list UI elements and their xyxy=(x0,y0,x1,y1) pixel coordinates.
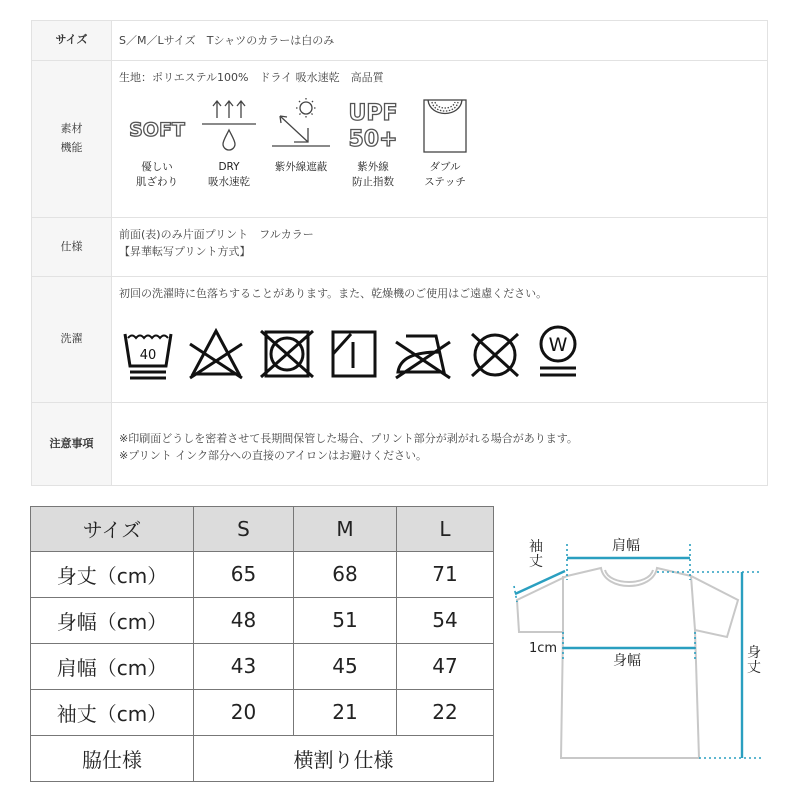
size-table-header xyxy=(31,507,494,552)
wet-clean-gentle-icon xyxy=(536,324,580,380)
feature-caption: 吸水速乾 xyxy=(208,175,250,188)
measure-value: 43 xyxy=(194,643,294,689)
measure-label: 袖丈（cm） xyxy=(31,689,194,735)
table-row xyxy=(31,597,494,643)
spec-row-spec xyxy=(32,218,767,277)
measure-value: 65 xyxy=(194,551,294,597)
spec-value-spec-line1: 前面(表)のみ片面プリント フルカラー xyxy=(119,228,314,241)
side-spec-label: 脇仕様 xyxy=(31,735,194,781)
spec-label-material-line2: 機能 xyxy=(60,141,83,154)
no-dry-clean-icon xyxy=(467,328,523,380)
feature-caption: ステッチ xyxy=(424,175,466,188)
measure-value: 68 xyxy=(294,551,397,597)
table-row xyxy=(31,689,494,735)
measure-value: 21 xyxy=(294,689,397,735)
measure-value: 54 xyxy=(397,597,494,643)
spec-table xyxy=(31,20,768,486)
soft-icon xyxy=(126,96,188,154)
sleeve-length-label-line1: 袖 xyxy=(529,539,543,555)
no-iron-icon xyxy=(392,328,454,380)
double-stitch-icon xyxy=(414,96,476,154)
spec-row-wash xyxy=(32,277,767,403)
spec-row-notes xyxy=(32,403,767,485)
svg-text:UPF: UPF xyxy=(348,101,398,127)
measure-label: 身丈（cm） xyxy=(31,551,194,597)
upf-icon xyxy=(342,96,404,154)
no-tumble-dry-icon xyxy=(258,328,316,380)
spec-value-notes-line2: ※プリント インク部分への直接のアイロンはお避けください。 xyxy=(119,449,428,463)
svg-text:W: W xyxy=(548,334,568,357)
spec-label-material xyxy=(32,61,112,217)
measure-value: 71 xyxy=(397,551,494,597)
feature-double-stitch xyxy=(409,96,481,189)
spec-label-spec: 仕様 xyxy=(32,218,112,276)
line-dry-shade-icon xyxy=(329,328,379,380)
measure-value: 47 xyxy=(397,643,494,689)
sleeve-length-label-line2: 丈 xyxy=(529,553,543,570)
wash-symbol-list xyxy=(122,324,760,380)
shoulder-width-label: 肩幅 xyxy=(612,538,640,554)
measure-value: 48 xyxy=(194,597,294,643)
measure-value: 20 xyxy=(194,689,294,735)
feature-icon-list xyxy=(121,96,760,189)
feature-caption: 優しい xyxy=(141,161,173,174)
side-spec-value: 横割り仕様 xyxy=(194,735,494,781)
spec-value-notes-line1: ※印刷面どうしを密着させて長期間保管した場合、プリント部分が剥がれる場合があります。 xyxy=(119,432,578,445)
spec-value-size: S／M／Lサイズ Tシャツのカラーは白のみ xyxy=(119,33,335,47)
svg-text:40: 40 xyxy=(139,348,157,364)
tshirt-measurement-diagram xyxy=(505,520,785,790)
body-length-label-line1: 身 xyxy=(747,645,761,661)
spec-label-material-line1: 素材 xyxy=(60,122,83,136)
measure-value: 22 xyxy=(397,689,494,735)
table-row xyxy=(31,551,494,597)
feature-caption: 肌ざわり xyxy=(136,175,178,188)
feature-caption: DRY xyxy=(218,161,240,174)
size-header-label: サイズ xyxy=(31,507,194,552)
size-header-s: S xyxy=(194,507,294,552)
spec-label-notes: 注意事項 xyxy=(32,403,112,485)
spec-value-spec-line2: 【昇華転写プリント方式】 xyxy=(119,245,251,259)
offset-label: 1cm xyxy=(529,641,558,656)
size-header-l: L xyxy=(397,507,494,552)
feature-upf xyxy=(337,96,409,189)
body-length-label-line2: 丈 xyxy=(747,659,761,676)
measure-label: 肩幅（cm） xyxy=(31,643,194,689)
table-row-side-spec xyxy=(31,735,494,781)
body-length-label xyxy=(747,646,761,675)
measure-label: 身幅（cm） xyxy=(31,597,194,643)
dry-icon xyxy=(198,96,260,154)
spec-value-wash: 初回の洗濯時に色落ちすることがあります。また、乾燥機のご使用はご遠慮ください。 xyxy=(119,287,548,300)
spec-value-material: 生地：ポリエステル100% ドライ 吸水速乾 高品質 xyxy=(119,71,384,84)
feature-caption: 紫外線 xyxy=(357,161,389,174)
no-bleach-icon xyxy=(187,328,245,380)
spec-row-material xyxy=(32,61,767,218)
wash-40-gentle-icon xyxy=(122,328,174,380)
chest-width-label: 身幅 xyxy=(613,653,641,669)
table-row xyxy=(31,643,494,689)
feature-uv-block xyxy=(265,96,337,189)
spec-label-size: サイズ xyxy=(32,21,112,60)
uv-block-icon xyxy=(270,96,332,154)
svg-text:50+: 50+ xyxy=(348,127,398,153)
spec-label-wash: 洗濯 xyxy=(32,277,112,402)
size-table xyxy=(30,506,494,782)
feature-soft xyxy=(121,96,193,189)
feature-caption: ダブル xyxy=(429,161,461,174)
size-header-m: M xyxy=(294,507,397,552)
feature-caption: 紫外線遮蔽 xyxy=(274,161,328,174)
sleeve-length-label xyxy=(529,540,543,569)
spec-row-size xyxy=(32,21,767,61)
svg-text:SOFT: SOFT xyxy=(129,119,185,142)
measure-value: 45 xyxy=(294,643,397,689)
measure-value: 51 xyxy=(294,597,397,643)
feature-dry xyxy=(193,96,265,189)
feature-caption: 防止指数 xyxy=(352,175,394,188)
